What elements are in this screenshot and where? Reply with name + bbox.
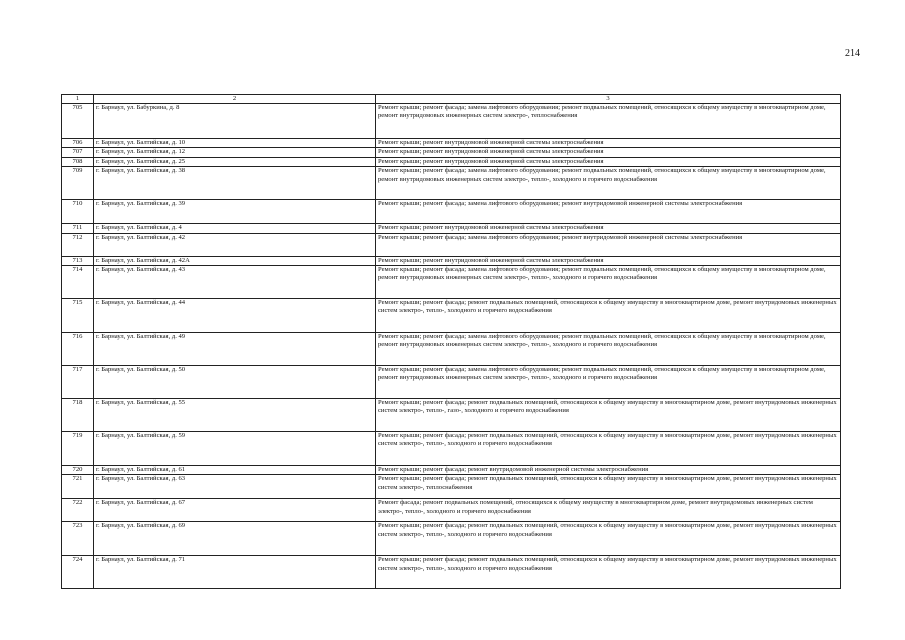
table-row — [62, 157, 841, 166]
row-address: г. Барнаул, ул. Балтийская, д. 67 — [94, 499, 376, 522]
row-number: 716 — [62, 333, 94, 366]
row-address: г. Барнаул, ул. Балтийская, д. 49 — [94, 333, 376, 366]
table-row — [62, 499, 841, 522]
row-works: Ремонт крыши; ремонт фасада; ремонт подвальных помещений, относящихся к общему имуществу в многоквартирном доме, ремонт внутридомовых инженерных систем электро-, тепло-, холодного и горячего водоснабжения — [376, 556, 841, 589]
row-number: 707 — [62, 148, 94, 157]
table-row — [62, 522, 841, 556]
row-number: 712 — [62, 233, 94, 256]
row-works: Ремонт фасада; ремонт подвальных помещений, относящихся к общему имуществу в многоквартирном доме, ремонт внутридомовых инженерных систем электро-, тепло-, холодного и горячего водоснабжения — [376, 499, 841, 522]
row-works: Ремонт крыши; ремонт фасада; замена лифтового оборудования; ремонт подвальных помещений, относящихся к общему имуществу в многоквартирном доме, ремонт внутридомовых инженерных систем электро-, тепло-, холодного и горячего водоснабжения — [376, 366, 841, 399]
row-number: 708 — [62, 157, 94, 166]
row-works: Ремонт крыши; ремонт фасада; ремонт подвальных помещений, относящихся к общему имуществу в многоквартирном доме, ремонт внутридомовых инженерных систем электро-, тепло-, холодного и горячего водоснабжения — [376, 432, 841, 466]
row-address: г. Барнаул, ул. Балтийская, д. 43 — [94, 266, 376, 299]
row-works: Ремонт крыши; ремонт внутридомовой инженерной системы электроснабжения — [376, 157, 841, 166]
row-works: Ремонт крыши; ремонт фасада; замена лифтового оборудования; ремонт внутридомовой инженерной системы электроснабжения — [376, 233, 841, 256]
row-works: Ремонт крыши; ремонт фасада; замена лифтового оборудования; ремонт подвальных помещений, относящихся к общему имуществу в многоквартирном доме, ремонт внутридомовых инженерных систем электро-, тепло-, холодного и горячего водоснабжения — [376, 167, 841, 200]
header-cell-number: 1 — [62, 95, 94, 104]
row-works: Ремонт крыши; ремонт внутридомовой инженерной системы электроснабжения — [376, 256, 841, 265]
row-address: г. Барнаул, ул. Балтийская, д. 61 — [94, 466, 376, 475]
row-works: Ремонт крыши; ремонт фасада; замена лифтового оборудования; ремонт подвальных помещений, относящихся к общему имуществу в многоквартирном доме, ремонт внутридомовых инженерных систем электро-, тепло-, холодного и горячего водоснабжения — [376, 266, 841, 299]
row-number: 709 — [62, 167, 94, 200]
row-works: Ремонт крыши; ремонт внутридомовой инженерной системы электроснабжения — [376, 139, 841, 148]
row-address: г. Барнаул, ул. Балтийская, д. 12 — [94, 148, 376, 157]
row-works: Ремонт крыши; ремонт фасада; замена лифтового оборудования; ремонт подвальных помещений, относящихся к общему имуществу в многоквартирном доме, ремонт внутридомовых инженерных систем электро-, теплоснабжения — [376, 104, 841, 139]
row-address: г. Барнаул, ул. Балтийская, д. 69 — [94, 522, 376, 556]
row-number: 721 — [62, 475, 94, 499]
row-number: 711 — [62, 224, 94, 233]
row-works: Ремонт крыши; ремонт фасада; ремонт подвальных помещений, относящихся к общему имуществу в многоквартирном доме, ремонт внутридомовых инженерных систем электро-, тепло-, холодного и горячего водоснабжения — [376, 299, 841, 333]
header-cell-works: 3 — [376, 95, 841, 104]
works-table — [61, 94, 841, 589]
row-address: г. Барнаул, ул. Балтийская, д. 59 — [94, 432, 376, 466]
row-number: 717 — [62, 366, 94, 399]
table-row — [62, 139, 841, 148]
row-number: 722 — [62, 499, 94, 522]
table-row — [62, 299, 841, 333]
table-row — [62, 475, 841, 499]
table-row — [62, 148, 841, 157]
row-works: Ремонт крыши; ремонт фасада; ремонт внутридомовой инженерной системы электроснабжения — [376, 466, 841, 475]
row-works: Ремонт крыши; ремонт фасада; замена лифтового оборудования; ремонт внутридомовой инженерной системы электроснабжения — [376, 200, 841, 224]
row-number: 705 — [62, 104, 94, 139]
row-address: г. Барнаул, ул. Балтийская, д. 42А — [94, 256, 376, 265]
table-row — [62, 432, 841, 466]
row-address: г. Барнаул, ул. Балтийская, д. 55 — [94, 399, 376, 432]
page-number: 214 — [845, 48, 860, 59]
table-row — [62, 104, 841, 139]
row-address: г. Барнаул, ул. Балтийская, д. 4 — [94, 224, 376, 233]
row-works: Ремонт крыши; ремонт фасада; ремонт подвальных помещений, относящихся к общему имуществу в многоквартирном доме, ремонт внутридомовых инженерных систем электро-, тепло-, холодного и горячего водоснабжения — [376, 522, 841, 556]
row-works: Ремонт крыши; ремонт фасада; ремонт подвальных помещений, относящихся к общему имуществу в многоквартирном доме, ремонт внутридомовых инженерных систем электро-, теплоснабжения — [376, 475, 841, 499]
table-row — [62, 266, 841, 299]
table-row — [62, 399, 841, 432]
row-number: 718 — [62, 399, 94, 432]
table-row — [62, 200, 841, 224]
header-cell-address: 2 — [94, 95, 376, 104]
row-number: 723 — [62, 522, 94, 556]
table-row — [62, 466, 841, 475]
row-address: г. Барнаул, ул. Балтийская, д. 10 — [94, 139, 376, 148]
row-address: г. Барнаул, ул. Балтийская, д. 38 — [94, 167, 376, 200]
table-row — [62, 256, 841, 265]
row-address: г. Барнаул, ул. Балтийская, д. 39 — [94, 200, 376, 224]
row-number: 710 — [62, 200, 94, 224]
row-number: 713 — [62, 256, 94, 265]
row-address: г. Барнаул, ул. Балтийская, д. 63 — [94, 475, 376, 499]
row-number: 719 — [62, 432, 94, 466]
row-number: 715 — [62, 299, 94, 333]
row-works: Ремонт крыши; ремонт фасада; замена лифтового оборудования; ремонт подвальных помещений, относящихся к общему имуществу в многоквартирном доме, ремонт внутридомовых инженерных систем электро-, тепло-, холодного и горячего водоснабжения — [376, 333, 841, 366]
row-works: Ремонт крыши; ремонт фасада; ремонт подвальных помещений, относящихся к общему имуществу в многоквартирном доме, ремонт внутридомовых инженерных систем электро-, тепло-, газо-, холодного и горячего водоснабжения — [376, 399, 841, 432]
row-address: г. Барнаул, ул. Балтийская, д. 25 — [94, 157, 376, 166]
row-works: Ремонт крыши; ремонт внутридомовой инженерной системы электроснабжения — [376, 148, 841, 157]
table-row — [62, 224, 841, 233]
row-address: г. Барнаул, ул. Балтийская, д. 71 — [94, 556, 376, 589]
table-row — [62, 167, 841, 200]
table-row — [62, 556, 841, 589]
table-row — [62, 333, 841, 366]
row-address: г. Барнаул, ул. Бабуркина, д. 8 — [94, 104, 376, 139]
row-number: 724 — [62, 556, 94, 589]
row-address: г. Барнаул, ул. Балтийская, д. 42 — [94, 233, 376, 256]
row-number: 714 — [62, 266, 94, 299]
table-row — [62, 233, 841, 256]
row-address: г. Барнаул, ул. Балтийская, д. 44 — [94, 299, 376, 333]
table-row — [62, 366, 841, 399]
row-address: г. Барнаул, ул. Балтийская, д. 50 — [94, 366, 376, 399]
table-header-row — [62, 95, 841, 104]
row-works: Ремонт крыши; ремонт внутридомовой инженерной системы электроснабжения — [376, 224, 841, 233]
row-number: 706 — [62, 139, 94, 148]
row-number: 720 — [62, 466, 94, 475]
